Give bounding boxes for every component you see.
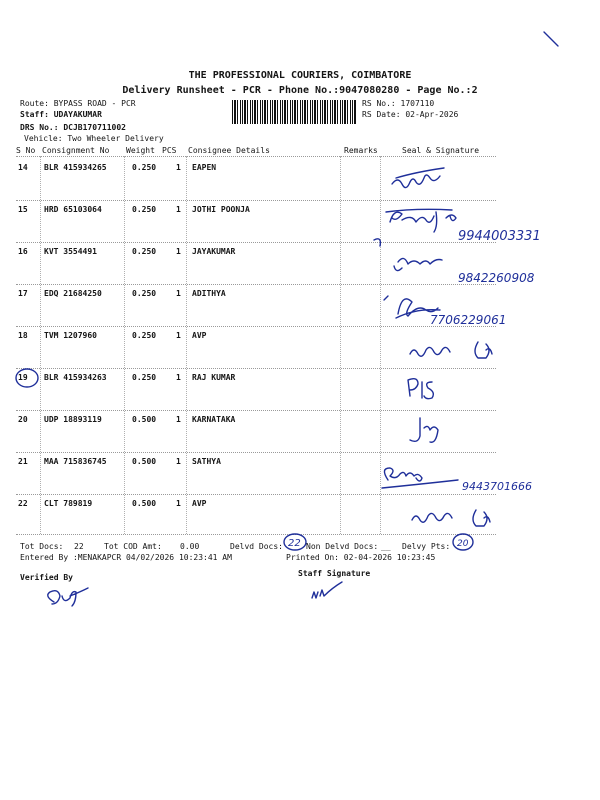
staff-label: Staff: UDAYAKUMAR xyxy=(20,110,102,119)
row-pcs: 1 xyxy=(176,373,181,382)
row-consignee: JOTHI POONJA xyxy=(192,205,250,214)
row-consignment: TVM 1207960 xyxy=(44,331,97,340)
tot-cod-label: Tot COD Amt: xyxy=(104,542,162,551)
drs-number: DRS No.: DCJB170711002 xyxy=(20,123,126,132)
col-remarks: Remarks xyxy=(344,146,378,155)
company-title: THE PROFESSIONAL COURIERS, COIMBATORE xyxy=(188,70,412,81)
signature-row-14 xyxy=(392,168,444,188)
col-sno: S No xyxy=(16,146,36,155)
col-pcs: PCS xyxy=(162,146,177,155)
row-weight: 0.250 xyxy=(132,163,157,172)
phone-row-15: 9944003331 xyxy=(458,229,541,244)
row-weight: 0.250 xyxy=(132,205,157,214)
staff-signature-mark xyxy=(312,582,342,598)
row-consignment: BLR 415934263 xyxy=(44,373,107,382)
entered-by: Entered By :MENAKAPCR 04/02/2026 10:23:41 AM xyxy=(20,553,232,562)
col-consignment: Consignment No xyxy=(42,146,110,155)
row-consignment: KVT 3554491 xyxy=(44,247,97,256)
row-pcs: 1 xyxy=(176,289,181,298)
delvd-docs-label: Delvd Docs: xyxy=(230,542,283,551)
row-weight: 0.250 xyxy=(132,289,157,298)
row-consignment: EDQ 21684250 xyxy=(44,289,102,298)
signature-row-21 xyxy=(382,468,458,488)
col-seal-signature: Seal & Signature xyxy=(402,146,480,155)
row-sno: 21 xyxy=(18,457,28,466)
phone-row-17: 7706229061 xyxy=(430,313,507,327)
phone-row-16: 9842260908 xyxy=(458,271,535,285)
row-consignee: AVP xyxy=(192,331,207,340)
row-consignee: JAYAKUMAR xyxy=(192,247,236,256)
row-pcs: 1 xyxy=(176,499,181,508)
rs-number: RS No.: 1707110 xyxy=(362,99,435,108)
row-consignee: RAJ KUMAR xyxy=(192,373,236,382)
row-weight: 0.250 xyxy=(132,247,157,256)
row-pcs: 1 xyxy=(176,247,181,256)
rs-date: RS Date: 02-Apr-2026 xyxy=(362,110,459,119)
row-sno: 17 xyxy=(18,289,28,298)
verified-by-label: Verified By xyxy=(20,573,73,582)
signature-row-16 xyxy=(374,239,442,271)
row-sno: 20 xyxy=(18,415,28,424)
row-weight: 0.500 xyxy=(132,415,157,424)
row-consignment: BLR 415934265 xyxy=(44,163,107,172)
row-weight: 0.250 xyxy=(132,373,157,382)
row-sno: 19 xyxy=(18,373,28,382)
row-pcs: 1 xyxy=(176,205,181,214)
phone-row-21: 9443701666 xyxy=(462,480,532,493)
row-consignee: ADITHYA xyxy=(192,289,226,298)
row-consignee: AVP xyxy=(192,499,207,508)
row-sno: 15 xyxy=(18,205,28,214)
signature-row-22 xyxy=(412,510,490,526)
row-sno: 18 xyxy=(18,331,28,340)
tot-docs-label: Tot Docs: xyxy=(20,542,64,551)
signature-row-18 xyxy=(410,342,492,358)
signature-row-19 xyxy=(408,379,433,399)
non-delvd-docs-label: Non Delvd Docs: xyxy=(306,542,379,551)
signature-row-15 xyxy=(386,209,456,232)
staff-signature-label: Staff Signature xyxy=(298,569,371,578)
vehicle-label: Vehicle: Two Wheeler Delivery xyxy=(24,134,164,143)
row-consignment: CLT 789819 xyxy=(44,499,93,508)
non-delvd-docs-value: __ xyxy=(381,542,391,551)
verified-by-signature xyxy=(48,588,88,606)
runsheet-subtitle: Delivery Runsheet - PCR - Phone No.:9047080280 - Page No.:2 xyxy=(122,85,478,96)
row-consignee: SATHYA xyxy=(192,457,221,466)
row-consignment: HRD 65103064 xyxy=(44,205,102,214)
row-pcs: 1 xyxy=(176,163,181,172)
row-pcs: 1 xyxy=(176,415,181,424)
row-sno: 22 xyxy=(18,499,28,508)
printed-on: Printed On: 02-04-2026 10:23:45 xyxy=(286,553,436,562)
row-consignment: UDP 18893119 xyxy=(44,415,102,424)
row-consignee: KARNATAKA xyxy=(192,415,236,424)
col-weight: Weight xyxy=(126,146,155,155)
row-weight: 0.500 xyxy=(132,457,157,466)
row-pcs: 1 xyxy=(176,331,181,340)
serial-circle xyxy=(16,369,38,387)
tot-cod-value: 0.00 xyxy=(180,542,200,551)
row-consignment: MAA 715836745 xyxy=(44,457,107,466)
pen-mark xyxy=(544,32,558,46)
tot-docs-value: 22 xyxy=(74,542,84,551)
signature-row-20 xyxy=(410,418,438,442)
row-sno: 16 xyxy=(18,247,28,256)
col-consignee: Consignee Details xyxy=(188,146,270,155)
row-weight: 0.500 xyxy=(132,499,157,508)
row-sno: 14 xyxy=(18,163,28,172)
route-label: Route: BYPASS ROAD - PCR xyxy=(20,99,136,108)
delvd-docs-value: 22 xyxy=(288,538,301,549)
delvy-pts-value: 20 xyxy=(457,539,469,549)
row-pcs: 1 xyxy=(176,457,181,466)
delvy-pts-label: Delvy Pts: xyxy=(402,542,451,551)
row-weight: 0.250 xyxy=(132,331,157,340)
row-consignee: EAPEN xyxy=(192,163,217,172)
